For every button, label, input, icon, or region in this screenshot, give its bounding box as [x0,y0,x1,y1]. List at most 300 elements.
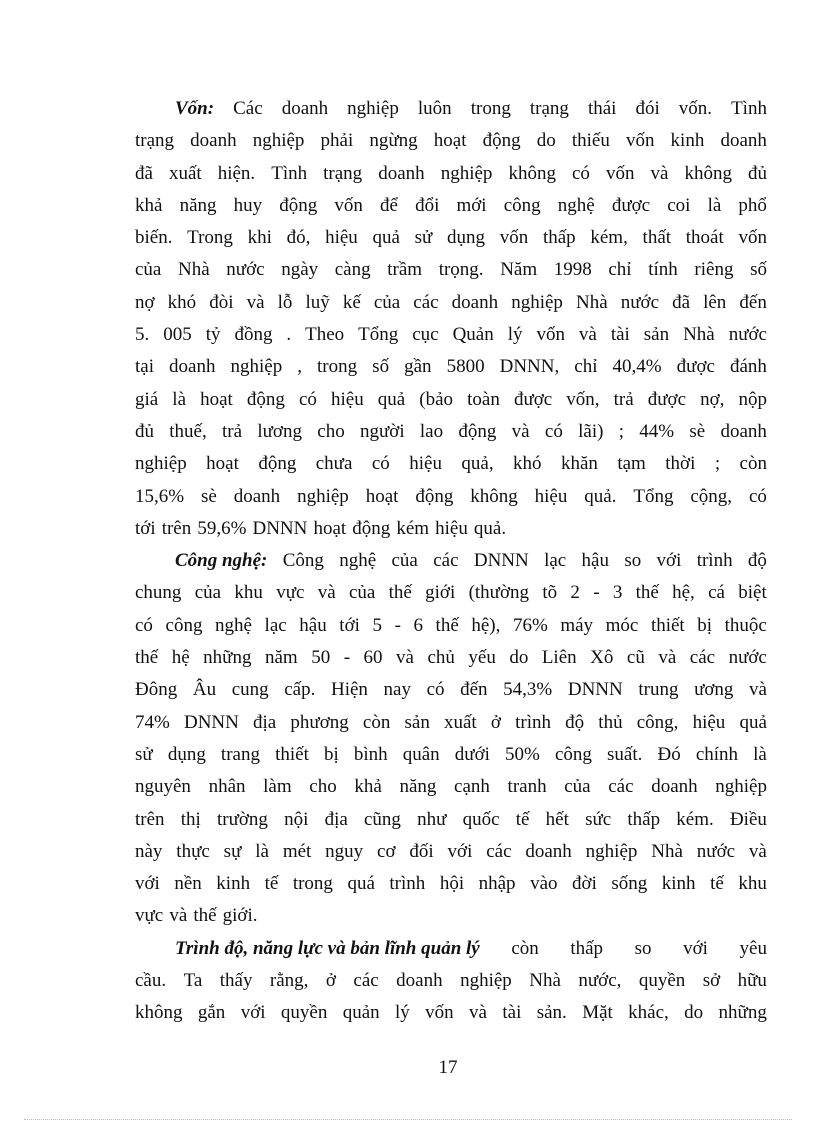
paragraph-first-line [135,933,767,965]
word: luỹ [305,291,330,313]
word: thái [587,98,617,119]
word: thị [180,808,201,830]
word: ở [325,970,336,992]
word: càng [334,259,371,281]
word: là [753,743,767,765]
word: sức [585,808,612,830]
word: những [203,647,252,669]
word: cấp. [284,679,316,701]
word: vốn [499,227,529,249]
word: Nhà [651,840,683,862]
word: do [536,130,556,152]
word: khi [247,227,272,249]
word: địa [253,711,277,733]
word: quân [402,743,440,765]
word: hệ, [672,582,695,604]
word: sự [223,840,242,862]
word: khác, [628,1002,669,1024]
word: doanh [525,840,572,862]
word: lương [257,420,302,442]
word: 59,6% [197,517,247,539]
word: này [135,840,163,862]
word: nước [728,647,767,669]
word: quả [739,711,767,733]
paragraph-line [135,287,767,319]
word: lý [507,324,523,346]
paragraph-line [135,190,767,222]
word: để [380,194,398,216]
word: 60 [363,647,383,669]
word: thời [665,453,696,475]
paragraph [135,545,767,933]
paragraph-line [135,836,767,868]
word: , [297,356,302,378]
word: doanh [281,98,329,119]
word: nghệ [215,614,252,636]
word: với [135,873,160,895]
word: được [513,388,553,410]
word: thiết [275,743,309,765]
word: động [258,453,297,475]
paragraph-line [135,965,767,997]
word: hậu [581,550,609,572]
word: chưa [315,453,353,475]
word: chỉ [574,356,598,378]
paragraph-line [135,771,767,803]
word: nay [383,679,411,701]
word: trình [389,873,426,895]
word: 54,3% [503,679,553,701]
word: Nhà [575,291,608,313]
word: doanh [378,162,425,184]
word: vốn [738,227,767,249]
word: nợ, [700,388,725,410]
word: Đó [657,743,681,765]
word: được [676,356,715,378]
word: 15,6% [135,485,185,507]
word: số [750,259,767,281]
word: của [373,291,401,313]
word: làm [263,776,292,798]
word: Trong [187,227,233,249]
word: vào [530,873,558,895]
word: đối [409,840,434,862]
word: cho [309,776,337,798]
word: kém [396,517,430,539]
word: Nhà [683,324,715,346]
word: dưới [454,743,490,765]
word: có [135,614,153,636]
word: đói [635,98,660,119]
word: năng [179,194,217,216]
word: tài [502,1002,522,1024]
word: huy [233,194,263,216]
word: so [624,550,642,572]
word: sản [643,324,670,346]
word: lý [395,1002,410,1024]
word: không [470,485,518,507]
word: có [571,162,590,184]
word: 3 [612,582,623,604]
word: 44% [639,420,675,442]
word: với [683,937,708,959]
word: thực [176,840,210,862]
word: nước [620,291,659,313]
word: nghiệp [135,453,187,475]
word: trả [613,388,634,410]
word: cầu. [135,970,167,992]
word: năng [399,776,437,798]
word: không [135,1002,183,1024]
word: gắn [197,1002,226,1024]
paragraph-lead-heading: Công nghệ: [175,550,268,572]
paragraph-line [135,125,767,157]
word: tế [710,873,724,895]
word: 005 [163,324,192,346]
word: sử [135,743,153,765]
word: khả [135,194,163,216]
word: tế [264,873,279,895]
word: cục [412,324,439,346]
word: trạng [323,162,363,184]
word: ; [618,420,624,442]
word: suất. [607,743,643,765]
word: cộng, [690,485,733,507]
word: thoát [685,227,724,249]
word: hệ [171,647,190,669]
paragraph-line [135,577,767,609]
word: năm [264,647,298,669]
word: doanh [233,485,281,507]
word: chung [135,582,182,604]
word: nước [696,840,736,862]
word: cũng [364,808,401,830]
page-number: 17 [438,1057,458,1078]
paragraph-line [135,707,767,739]
word: đời [572,873,597,895]
word: nghiệp [440,162,493,184]
word: Năm [500,259,538,281]
word: còn [362,711,391,733]
word: nộp [738,388,767,410]
word: nền [174,873,202,895]
word: sản. [536,1002,567,1024]
word: tới [339,614,360,636]
word: Nhà [178,259,210,281]
word: sử [414,227,433,249]
word: 5800 [446,356,485,378]
paragraph-line [135,900,767,932]
word: doanh [396,970,443,992]
word: vốn [425,1002,454,1024]
word: trong [317,356,358,378]
word: hiện. [217,162,256,184]
word: Âu [192,679,217,701]
word: giới. [222,905,258,927]
word: xuất [444,711,477,733]
word: giới [425,582,456,604]
word: ; [714,453,721,475]
word: thế [635,582,659,604]
word: Theo [305,324,345,346]
word: Điều [729,808,767,830]
word: động [352,517,391,539]
word: tại [135,356,154,378]
word: nhập [478,873,516,895]
word: Các [233,98,263,119]
word: doanh [451,291,499,313]
paragraph-line [135,158,767,190]
word: và [650,162,669,184]
paragraph-lead-heading: Trình độ, năng lực và bản lĩnh quản lý [175,937,480,959]
word: tạm [617,453,646,475]
word: - [343,647,351,669]
word: Mặt [582,1002,613,1024]
paragraph-line [135,448,767,480]
word: nghiệp [297,485,349,507]
word: địa [324,808,348,830]
word: vốn, [566,388,600,410]
word: ương [694,679,734,701]
word: độ [565,711,585,733]
word: 74% [135,711,170,733]
word: Tình [271,162,308,184]
word: nghiệp [585,840,638,862]
word: . [286,324,292,346]
word: các [413,291,439,313]
word: lạc [264,614,287,636]
word: sè [689,420,706,442]
word: động [246,388,285,410]
word: thế [193,905,217,927]
word: tranh [507,776,547,798]
word: - [593,582,600,604]
word: nghiệp [252,130,305,152]
word: đòi [209,291,234,313]
word: ngày [281,259,319,281]
word: của [135,259,162,281]
paragraph-line [135,739,767,771]
word: đánh [729,356,767,378]
word: hiệu [325,227,358,249]
word: cho [317,420,345,442]
word: cạnh [454,776,490,798]
word: quả. [473,517,507,539]
word: các [353,970,379,992]
word: hoạt [313,517,347,539]
paragraph-line [135,997,767,1029]
word: DNNN, [499,356,560,378]
word: toàn [467,388,500,410]
word: lên [703,291,727,313]
paragraph-line [135,351,767,383]
word: nghiệp [511,291,563,313]
word: khăn [560,453,598,475]
word: cá [708,582,725,604]
word: 6 [413,614,423,636]
word: quả [372,227,400,249]
paragraph-first-line [135,93,767,125]
word: móc [605,614,639,636]
word: quả, [461,453,494,475]
word: và [511,420,530,442]
word: quyền [280,1002,328,1024]
word: với [656,550,682,572]
word: của [391,550,418,572]
word: DNNN [252,517,308,539]
word: Đông [135,679,178,701]
word: động [279,194,318,216]
word: hoạt [365,485,399,507]
paragraph-line [135,222,767,254]
word: luôn [417,98,452,119]
word: trang [220,743,260,765]
word: kém, [590,227,628,249]
word: tài [610,324,630,346]
word: thiếu [571,130,610,152]
word: công [165,614,203,636]
word: Quản [452,324,494,346]
word: mét [282,840,312,862]
word: lỗ [277,291,293,313]
word: với [447,840,473,862]
word: thuộc [724,614,767,636]
word: quả [377,388,406,410]
word: 50% [505,743,540,765]
word: thuế, [169,420,207,442]
word: Nhà [529,970,561,992]
word: không [508,162,556,184]
word: trạng [529,98,569,119]
word: tế [515,808,530,830]
word: vốn. [678,98,713,119]
word: tính [648,259,678,281]
word: 40,4% [612,356,662,378]
word: của [564,776,591,798]
word: thiết [650,614,685,636]
word: lao [419,420,444,442]
word: còn [739,453,767,475]
word: khó [167,291,197,313]
word: và [469,1002,487,1024]
word: nguyên [135,776,191,798]
word: Ta [183,970,203,992]
word: sản [404,711,430,733]
word: sống [611,873,648,895]
word: kinh [216,873,251,895]
word: yếu [468,647,496,669]
word: doanh [720,130,767,152]
word: sở [702,970,721,992]
word: hệ), [471,614,501,636]
word: hiệu [692,711,726,733]
word: trên [135,808,165,830]
word: và [749,679,767,701]
word: và [748,840,767,862]
word: và [396,647,414,669]
word: nghệ [339,550,377,572]
word: ở [490,711,501,733]
word: 2 [570,582,580,604]
word: tõ [542,582,558,604]
word: nghiệp [460,970,512,992]
word: trong [292,873,333,895]
word: máy [560,614,594,636]
word: chủ [427,647,455,669]
word: thế [388,582,412,604]
word: dụng [447,227,486,249]
word: là [172,388,187,410]
word: quốc [462,808,500,830]
word: biến. [135,227,173,249]
word: doanh [720,420,767,442]
word: thấp [627,808,661,830]
word: có [748,485,767,507]
word: kinh [670,130,705,152]
word: 1998 [553,259,592,281]
word: trình [696,550,733,572]
word: (thường [468,582,530,604]
paragraph-line [135,319,767,351]
word: vực [135,905,164,927]
paragraph-first-line [135,545,767,577]
word: và [578,324,597,346]
word: bị [323,743,339,765]
word: chính [695,743,739,765]
word: coi [667,194,691,216]
word: các [689,647,716,669]
word: công, [636,711,679,733]
word: của [348,582,376,604]
word: các [486,840,512,862]
word: 5. [135,324,150,346]
word: thất [642,227,672,249]
word: trường [216,808,268,830]
word: quá [347,873,375,895]
word: phổ [738,194,767,216]
paragraph-line [135,642,767,674]
word: vực [276,582,305,604]
word: vốn [625,130,655,152]
word: nhân [208,776,246,798]
word: không [684,162,732,184]
paragraph-line [135,416,767,448]
word: kinh [661,873,696,895]
word: giá [135,388,159,410]
word: đó, [286,227,311,249]
word: cung [231,679,269,701]
word: gần [404,356,432,378]
word: có [298,388,317,410]
word: của [194,582,222,604]
word: trong [470,98,511,119]
word: xuất [168,162,202,184]
paragraph-line [135,674,767,706]
word: bị [697,614,713,636]
word: trả [222,420,243,442]
word: có [544,420,563,442]
word: ngừng [369,130,418,152]
word: hoạt [200,388,233,410]
paragraph [135,93,767,545]
word: trầm [387,259,423,281]
word: khu [234,582,263,604]
word: nước, [578,970,622,992]
word: DNNN [567,679,623,701]
word: đến [739,291,767,313]
word: đủ [747,162,767,184]
word: và [246,291,265,313]
